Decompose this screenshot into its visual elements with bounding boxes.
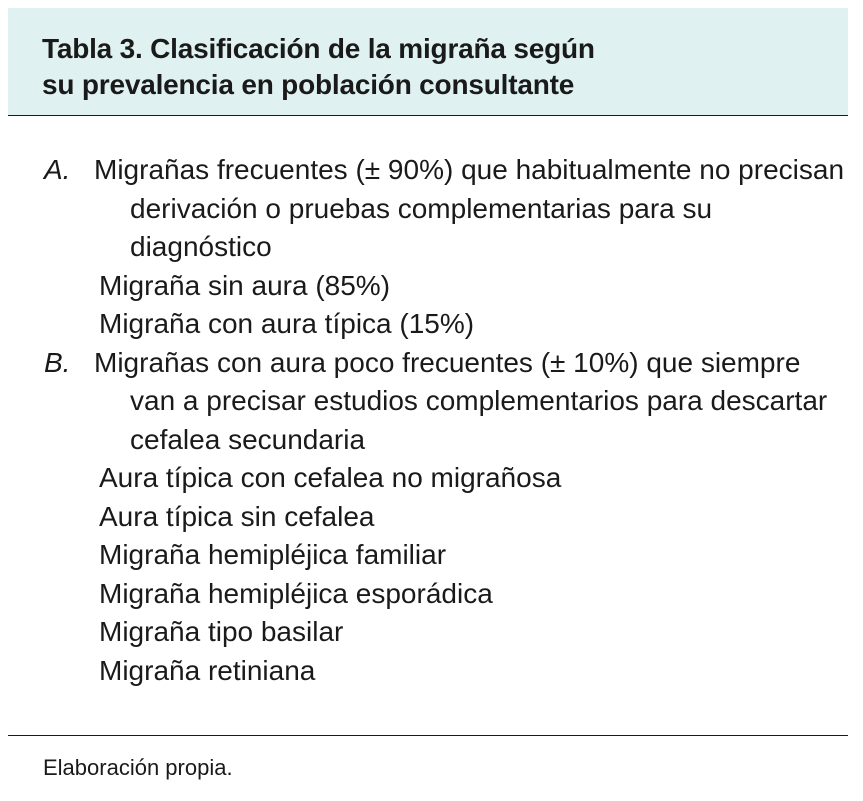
table-container [8, 8, 848, 782]
section-a [8, 151, 848, 344]
section-b [8, 344, 848, 691]
section-a-heading [8, 151, 848, 267]
section-a-text: Migrañas frecuentes (± 90%) que habitualmente no precisan derivación o pruebas complementarias para su diagnóstico [94, 154, 845, 262]
table-footnote: Elaboración propia. [43, 755, 233, 780]
section-b-text: Migrañas con aura poco frecuentes (± 10%) que siempre van a precisar estudios complementarios para descartar cefalea secundaria [94, 346, 828, 455]
table-body [8, 116, 848, 736]
list-item: Migraña hemipléjica esporádica [99, 577, 493, 609]
list-item: Migraña con aura típica (15%) [99, 308, 475, 339]
table-title-line-1: Tabla 3. Clasificación de la migraña según [42, 33, 595, 64]
list-item: Migraña tipo basilar [99, 616, 344, 647]
list-item: Migraña retiniana [99, 654, 316, 686]
table-header [8, 8, 848, 116]
list-item: Migraña hemipléjica familiar [99, 539, 447, 570]
section-b-letter: B. [44, 346, 71, 378]
list-item: Aura típica con cefalea no migrañosa [99, 462, 562, 493]
section-a-items [8, 267, 848, 344]
section-a-letter: A. [44, 154, 71, 185]
list-item: Aura típica sin cefalea [99, 500, 375, 532]
section-b-heading [8, 344, 848, 460]
list-item: Migraña sin aura (85%) [99, 269, 391, 301]
section-b-items [8, 459, 848, 690]
table-title-line-2: su prevalencia en población consultante [42, 69, 575, 100]
